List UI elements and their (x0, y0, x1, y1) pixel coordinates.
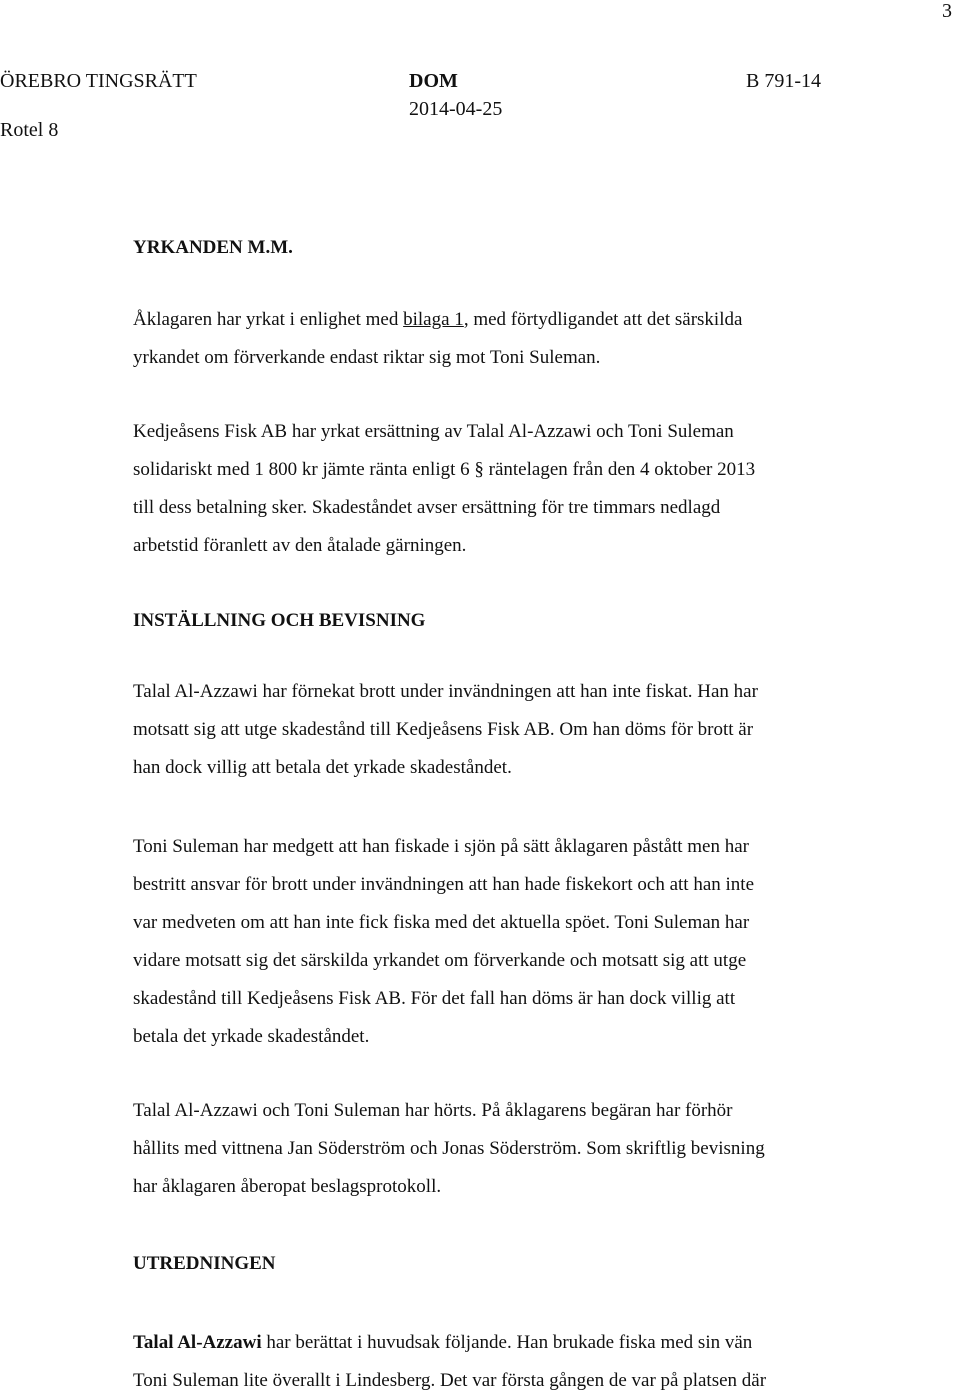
paragraph-line: Toni Suleman lite överallt i Lindesberg. Det var första gången de var på platsen där (133, 1370, 767, 1391)
paragraph-line: Kedjeåsens Fisk AB har yrkat ersättning av Talal Al-Azzawi och Toni Suleman (133, 421, 734, 442)
document-type: DOM (409, 70, 458, 92)
paragraph-line: Talal Al-Azzawi har förnekat brott under invändningen att han inte fiskat. Han har (133, 681, 758, 702)
paragraph-utredningen-1 (133, 1324, 933, 1400)
heading-yrkanden: YRKANDEN M.M. (133, 237, 293, 258)
paragraph-line: har åklagaren åberopat beslagsprotokoll. (133, 1176, 442, 1197)
heading-installning: INSTÄLLNING OCH BEVISNING (133, 610, 426, 631)
court-name: ÖREBRO TINGSRÄTT (0, 70, 197, 92)
paragraph-line: bestritt ansvar för brott under invändningen att han hade fiskekort och att han inte (133, 874, 755, 895)
division-label: Rotel 8 (0, 119, 59, 141)
paragraph-line: Talal Al-Azzawi och Toni Suleman har hörts. På åklagarens begäran har förhör (133, 1100, 733, 1121)
person-name: Talal Al-Azzawi (133, 1332, 262, 1353)
paragraph-line (133, 1324, 933, 1362)
heading-utredningen: UTREDNINGEN (133, 1253, 276, 1274)
paragraph-yrkanden-2 (133, 413, 933, 565)
paragraph-line: vidare motsatt sig det särskilda yrkandet om förverkande och motsatt sig att utge (133, 950, 747, 971)
page-number: 3 (942, 0, 952, 22)
paragraph-line: betala det yrkade skadeståndet. (133, 1026, 370, 1047)
paragraph-installning-1 (133, 673, 933, 787)
paragraph-line (133, 301, 933, 339)
text-fragment: , med förtydligandet att det särskilda (463, 309, 743, 330)
paragraph-line: arbetstid föranlett av den åtalade gärningen. (133, 535, 467, 556)
text-fragment: har berättat i huvudsak följande. Han brukade fiska med sin vän (261, 1332, 753, 1353)
paragraph-installning-2 (133, 828, 933, 1056)
paragraph-installning-3 (133, 1092, 933, 1206)
case-number: B 791-14 (746, 70, 821, 92)
paragraph-line: motsatt sig att utge skadestånd till Kedjeåsens Fisk AB. Om han döms för brott är (133, 719, 754, 740)
paragraph-line: till dess betalning sker. Skadeståndet avser ersättning för tre timmars nedlagd (133, 497, 721, 518)
paragraph-line: solidariskt med 1 800 kr jämte ränta enligt 6 § räntelagen från den 4 oktober 2013 (133, 459, 756, 480)
paragraph-line: var medveten om att han inte fick fiska med det aktuella spöet. Toni Suleman har (133, 912, 750, 933)
paragraph-line: skadestånd till Kedjeåsens Fisk AB. För det fall han döms är han dock villig att (133, 988, 736, 1009)
text-fragment: Åklagaren har yrkat i enlighet med (133, 309, 404, 330)
bilaga-link[interactable]: bilaga 1 (403, 309, 464, 330)
paragraph-yrkanden-1 (133, 301, 933, 377)
paragraph-line: hållits med vittnena Jan Söderström och Jonas Söderström. Som skriftlig bevisning (133, 1138, 765, 1159)
paragraph-line: han dock villig att betala det yrkade skadeståndet. (133, 757, 512, 778)
paragraph-line: Toni Suleman har medgett att han fiskade i sjön på sätt åklagaren påstått men har (133, 836, 749, 857)
paragraph-line: yrkandet om förverkande endast riktar sig mot Toni Suleman. (133, 347, 601, 368)
document-date: 2014-04-25 (409, 98, 503, 120)
